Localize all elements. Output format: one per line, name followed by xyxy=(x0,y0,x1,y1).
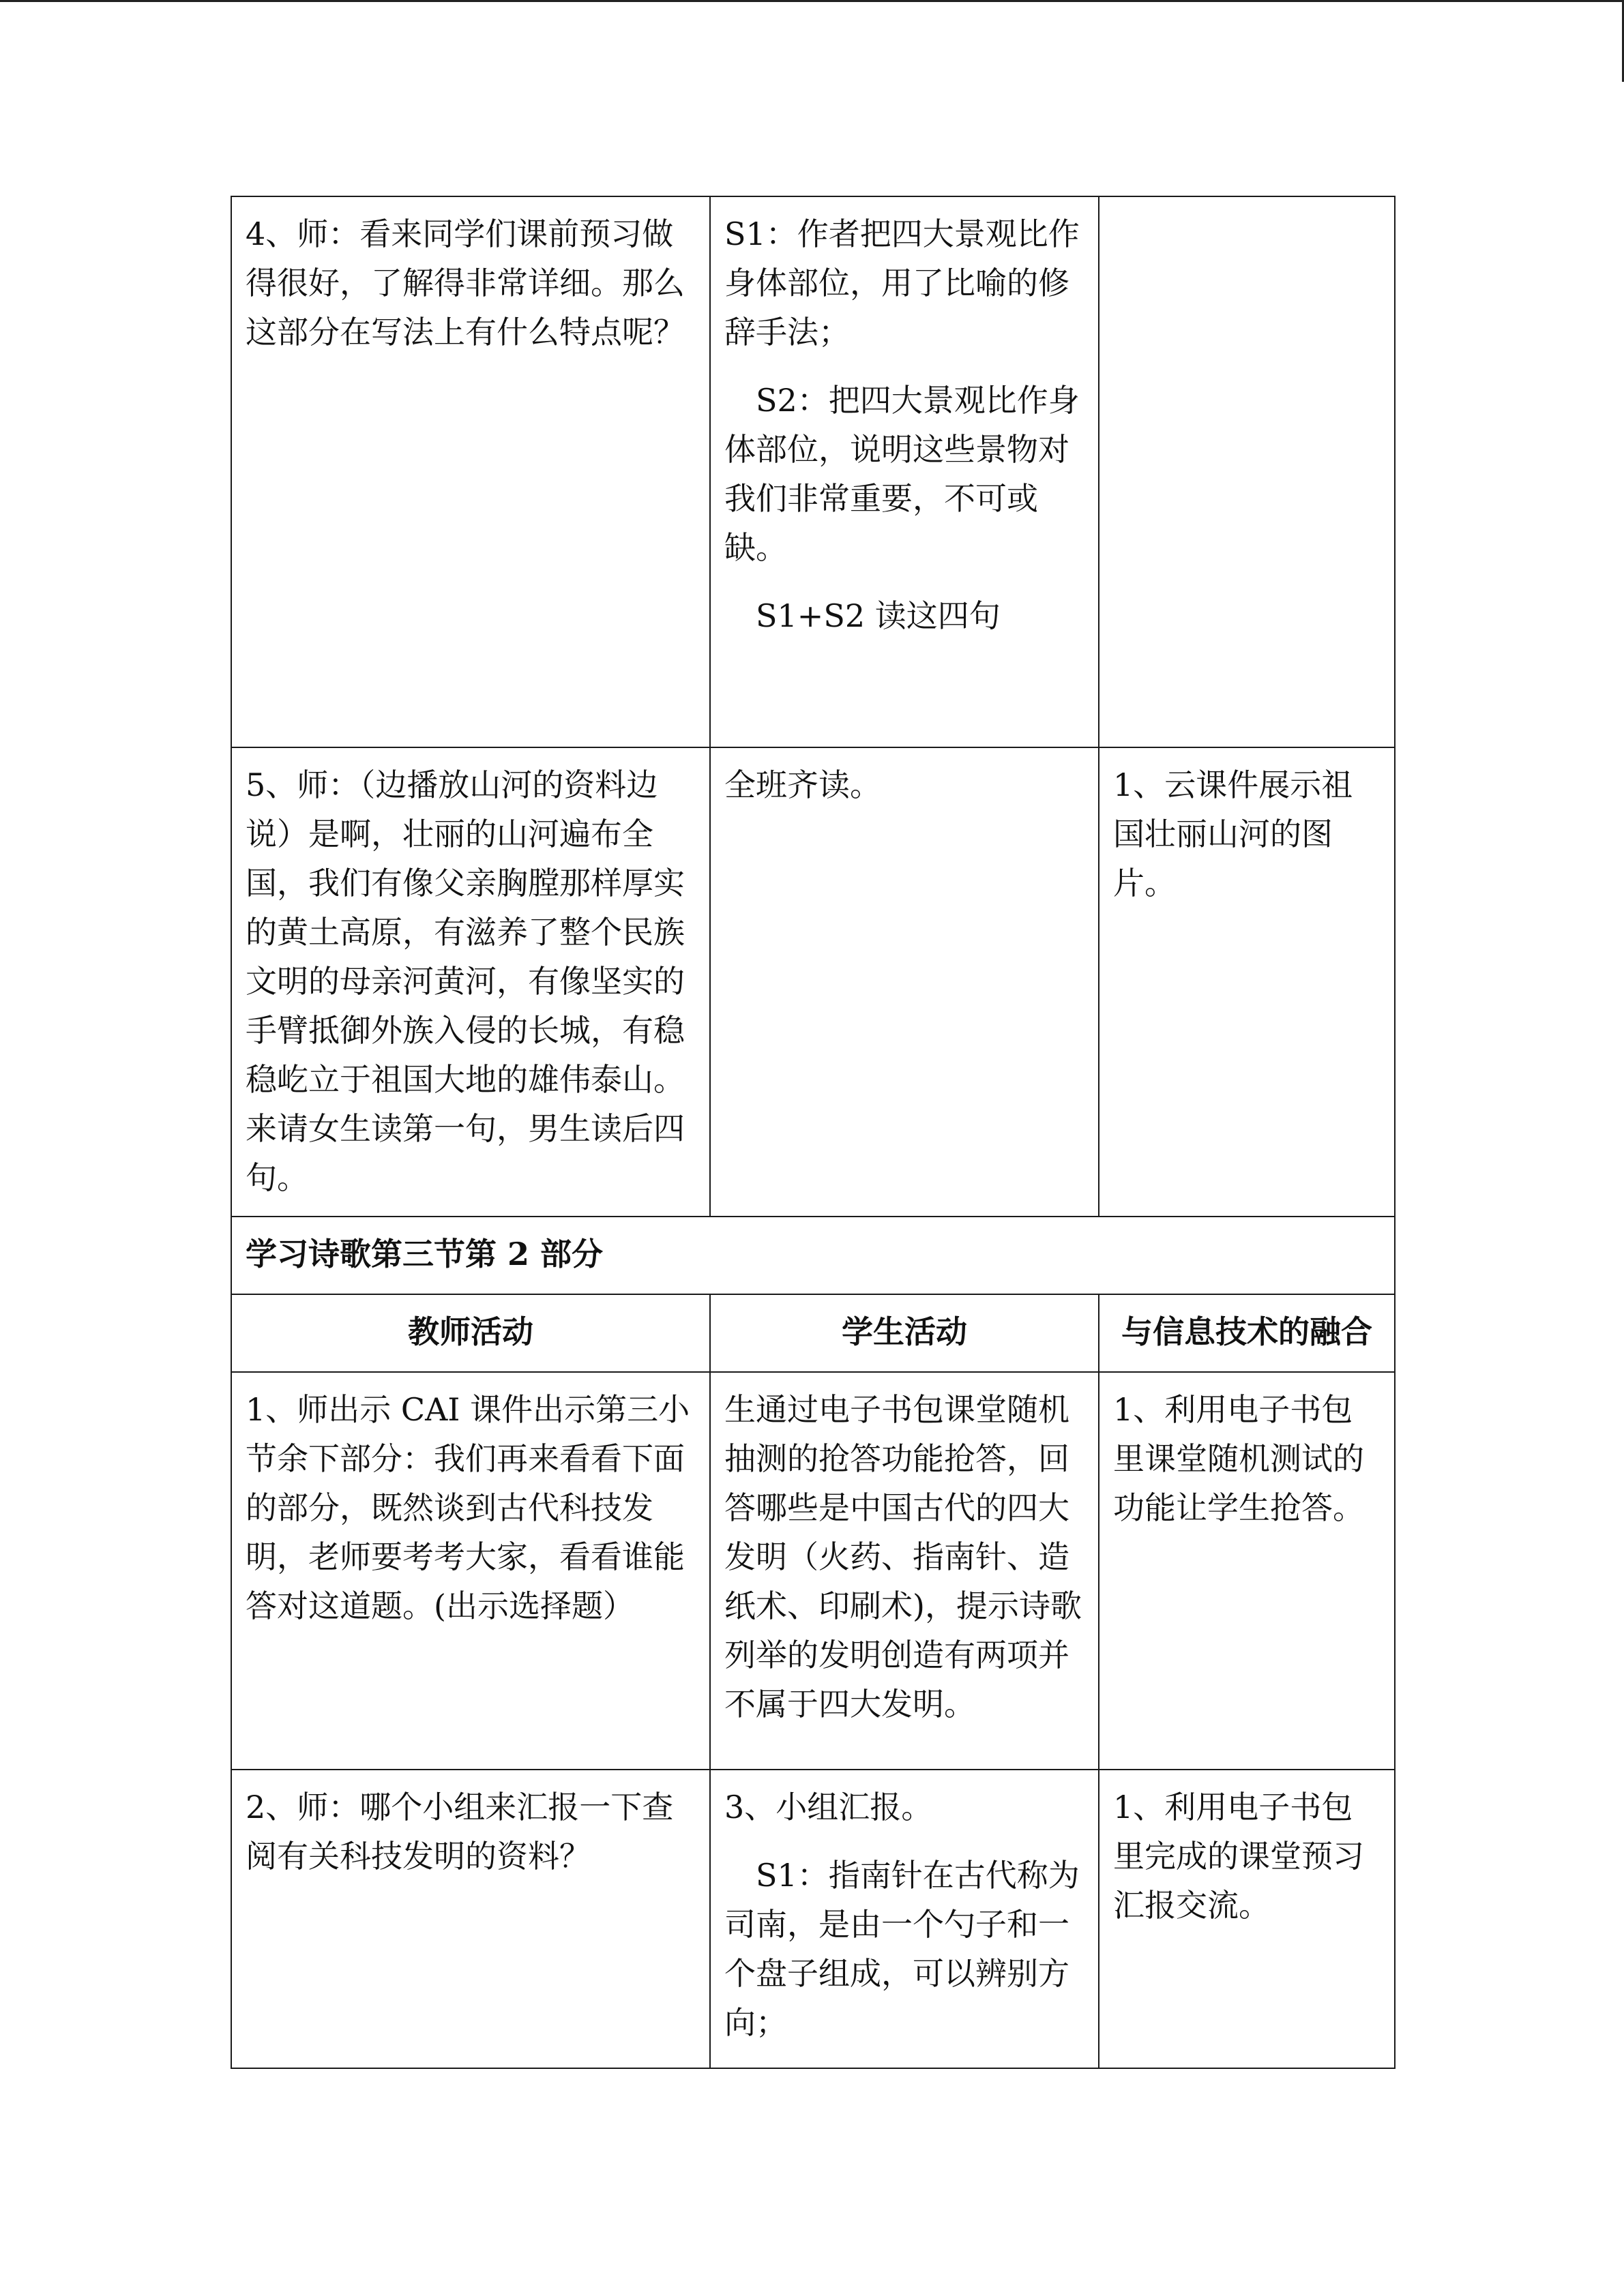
teacher-activity-text: 2、师：哪个小组来汇报一下查阅有关科技发明的资料？ xyxy=(246,1789,674,1875)
lesson-plan-table xyxy=(231,196,1396,2069)
student-activity-cell xyxy=(710,1372,1099,1770)
tech-integration-cell xyxy=(1099,747,1395,1217)
header-teacher-activity: 教师活动 xyxy=(231,1294,710,1372)
student-activity-text: S1：作者把四大景观比作身体部位，用了比喻的修辞手法； xyxy=(724,215,1080,351)
student-activity-text: S1+S2 读这四句 xyxy=(756,597,1001,634)
student-activity-cell xyxy=(710,1770,1099,2068)
teacher-activity-cell xyxy=(231,196,710,747)
tech-integration-text: 1、云课件展示祖国壮丽山河的图片。 xyxy=(1113,766,1353,901)
tech-integration-text: 1、利用电子书包里完成的课堂预习汇报交流。 xyxy=(1113,1789,1364,1924)
teacher-activity-cell xyxy=(231,1372,710,1770)
student-activity-text: 生通过电子书包课堂随机抽测的抢答功能抢答，回答哪些是中国古代的四大发明（火药、指南针、造纸术、印刷术)，提示诗歌列举的发明创造有两项并不属于四大发明。 xyxy=(724,1391,1082,1723)
tech-integration-cell xyxy=(1099,196,1395,747)
header-tech-integration: 与信息技术的融合 xyxy=(1099,1294,1395,1372)
student-activity-cell xyxy=(710,747,1099,1217)
table-header-row xyxy=(231,1294,1395,1372)
student-activity-text: S1：指南针在古代称为司南，是由一个勺子和一个盘子组成，可以辨别方向； xyxy=(724,1857,1080,2041)
student-activity-text: S2：把四大景观比作身体部位，说明这些景物对我们非常重要，不可或缺。 xyxy=(724,382,1080,566)
teacher-activity-text: 1、师出示 CAI 课件出示第三小节余下部分：我们再来看看下面的部分，既然谈到古代科技发明，老师要考考大家，看看谁能答对这道题。(出示选择题） xyxy=(246,1391,690,1624)
teacher-activity-cell xyxy=(231,747,710,1217)
teacher-activity-cell xyxy=(231,1770,710,2068)
student-activity-text: 3、小组汇报。 xyxy=(724,1789,933,1825)
section-title: 学习诗歌第三节第 2 部分 xyxy=(231,1217,1395,1294)
table-row xyxy=(231,1372,1395,1770)
table-row xyxy=(231,747,1395,1217)
teacher-activity-text: 4、师：看来同学们课前预习做得很好，了解得非常详细。那么这部分在写法上有什么特点呢？ xyxy=(246,215,685,351)
student-activity-cell xyxy=(710,196,1099,747)
tech-integration-cell xyxy=(1099,1770,1395,2068)
student-activity-text: 全班齐读。 xyxy=(724,766,881,803)
tech-integration-cell xyxy=(1099,1372,1395,1770)
table-row xyxy=(231,1770,1395,2068)
tech-integration-text: 1、利用电子书包里课堂随机测试的功能让学生抢答。 xyxy=(1113,1391,1364,1526)
section-title-row xyxy=(231,1217,1395,1294)
page-top-border xyxy=(0,0,1624,2)
table-row xyxy=(231,196,1395,747)
header-student-activity: 学生活动 xyxy=(710,1294,1099,1372)
teacher-activity-text: 5、师：（边播放山河的资料边说）是啊，壮丽的山河遍布全国，我们有像父亲胸膛那样厚实的黄土高原，有滋养了整个民族文明的母亲河黄河，有像坚实的手臂抵御外族入侵的长城，有稳稳屹立于祖国大地的雄伟泰山。来请女生读第一句，男生读后四句。 xyxy=(246,766,685,1196)
